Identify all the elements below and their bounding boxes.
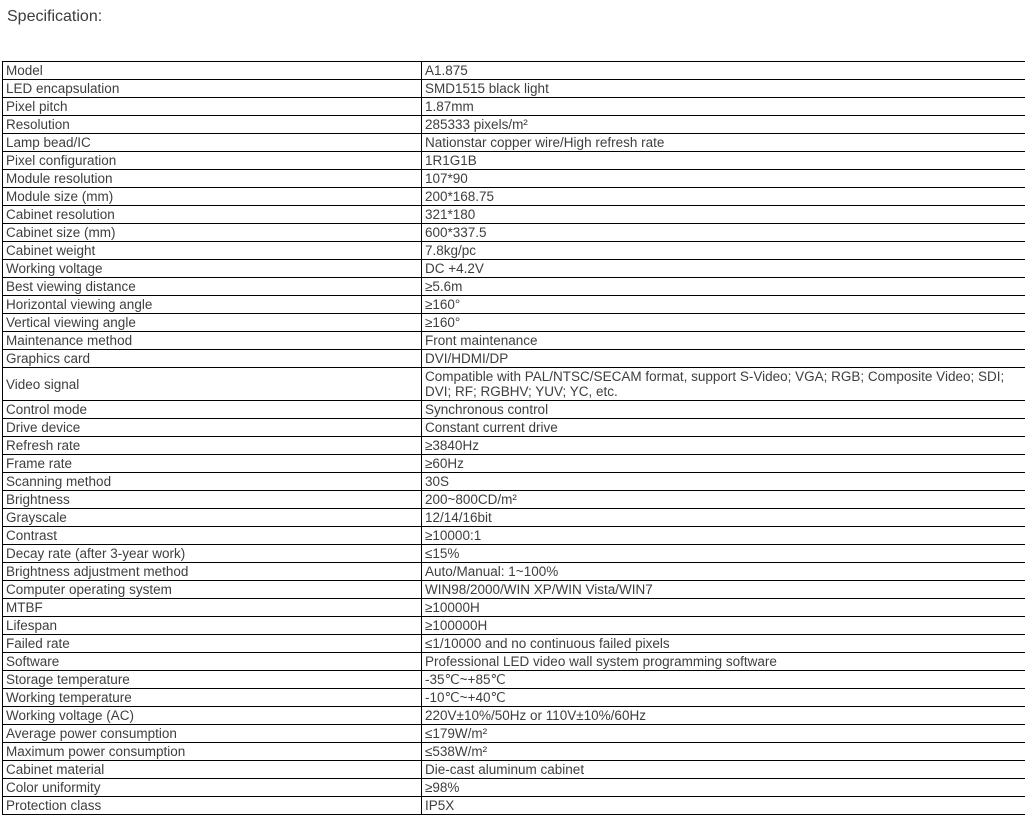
spec-label: Brightness bbox=[3, 491, 422, 509]
spec-label: Cabinet weight bbox=[3, 242, 422, 260]
spec-label: LED encapsulation bbox=[3, 80, 422, 98]
table-row bbox=[3, 545, 1025, 563]
spec-value: 7.8kg/pc bbox=[422, 242, 1025, 260]
spec-label: Model bbox=[3, 62, 422, 80]
spec-label: Resolution bbox=[3, 116, 422, 134]
spec-label: Contrast bbox=[3, 527, 422, 545]
spec-label: Working voltage bbox=[3, 260, 422, 278]
spec-label: Working temperature bbox=[3, 689, 422, 707]
spec-value: ≥60Hz bbox=[422, 455, 1025, 473]
spec-label: Pixel configuration bbox=[3, 152, 422, 170]
spec-label: Computer operating system bbox=[3, 581, 422, 599]
table-row bbox=[3, 188, 1025, 206]
spec-label: Color uniformity bbox=[3, 779, 422, 797]
table-row bbox=[3, 152, 1025, 170]
spec-label: Cabinet size (mm) bbox=[3, 224, 422, 242]
spec-value: WIN98/2000/WIN XP/WIN Vista/WIN7 bbox=[422, 581, 1025, 599]
table-row bbox=[3, 332, 1025, 350]
spec-label: Brightness adjustment method bbox=[3, 563, 422, 581]
table-row bbox=[3, 437, 1025, 455]
spec-label: Protection class bbox=[3, 797, 422, 815]
spec-label: Lifespan bbox=[3, 617, 422, 635]
spec-value: 600*337.5 bbox=[422, 224, 1025, 242]
spec-value: Front maintenance bbox=[422, 332, 1025, 350]
specification-table-body bbox=[3, 62, 1025, 815]
table-row bbox=[3, 170, 1025, 188]
spec-value: 285333 pixels/m² bbox=[422, 116, 1025, 134]
table-row bbox=[3, 242, 1025, 260]
specification-table bbox=[2, 61, 1025, 815]
table-row bbox=[3, 617, 1025, 635]
spec-value: IP5X bbox=[422, 797, 1025, 815]
spec-value: Die-cast aluminum cabinet bbox=[422, 761, 1025, 779]
spec-value: ≤15% bbox=[422, 545, 1025, 563]
spec-label: MTBF bbox=[3, 599, 422, 617]
table-row bbox=[3, 134, 1025, 152]
table-row bbox=[3, 98, 1025, 116]
spec-value: -10℃~+40℃ bbox=[422, 689, 1025, 707]
spec-label: Best viewing distance bbox=[3, 278, 422, 296]
spec-label: Scanning method bbox=[3, 473, 422, 491]
spec-label: Grayscale bbox=[3, 509, 422, 527]
table-row bbox=[3, 62, 1025, 80]
spec-value: Synchronous control bbox=[422, 401, 1025, 419]
table-row bbox=[3, 368, 1025, 401]
table-row bbox=[3, 260, 1025, 278]
table-row bbox=[3, 278, 1025, 296]
table-row bbox=[3, 509, 1025, 527]
table-row bbox=[3, 296, 1025, 314]
table-row bbox=[3, 779, 1025, 797]
spec-value: Compatible with PAL/NTSC/SECAM format, support S-Video; VGA; RGB; Composite Video; SDI; DVI; RF; RGBHV; YUV; YC, etc. bbox=[422, 368, 1025, 401]
spec-value: ≥100000H bbox=[422, 617, 1025, 635]
spec-value: ≥10000H bbox=[422, 599, 1025, 617]
table-row bbox=[3, 689, 1025, 707]
spec-label: Pixel pitch bbox=[3, 98, 422, 116]
table-row bbox=[3, 350, 1025, 368]
table-row bbox=[3, 80, 1025, 98]
spec-value: 12/14/16bit bbox=[422, 509, 1025, 527]
spec-label: Maximum power consumption bbox=[3, 743, 422, 761]
spec-label: Decay rate (after 3-year work) bbox=[3, 545, 422, 563]
spec-value: 220V±10%/50Hz or 110V±10%/60Hz bbox=[422, 707, 1025, 725]
table-row bbox=[3, 206, 1025, 224]
spec-value: A1.875 bbox=[422, 62, 1025, 80]
spec-value: ≤179W/m² bbox=[422, 725, 1025, 743]
table-row bbox=[3, 581, 1025, 599]
spec-label: Module resolution bbox=[3, 170, 422, 188]
table-row bbox=[3, 599, 1025, 617]
table-row bbox=[3, 116, 1025, 134]
table-row bbox=[3, 401, 1025, 419]
spec-value: 200*168.75 bbox=[422, 188, 1025, 206]
spec-label: Lamp bead/IC bbox=[3, 134, 422, 152]
spec-value: 30S bbox=[422, 473, 1025, 491]
spec-label: Maintenance method bbox=[3, 332, 422, 350]
table-row bbox=[3, 761, 1025, 779]
spec-value: 107*90 bbox=[422, 170, 1025, 188]
spec-value: ≥10000:1 bbox=[422, 527, 1025, 545]
spec-value: 1R1G1B bbox=[422, 152, 1025, 170]
table-row bbox=[3, 473, 1025, 491]
table-row bbox=[3, 224, 1025, 242]
spec-value: Nationstar copper wire/High refresh rate bbox=[422, 134, 1025, 152]
table-row bbox=[3, 725, 1025, 743]
spec-label: Cabinet resolution bbox=[3, 206, 422, 224]
table-row bbox=[3, 527, 1025, 545]
spec-value: DC +4.2V bbox=[422, 260, 1025, 278]
spec-label: Vertical viewing angle bbox=[3, 314, 422, 332]
spec-label: Storage temperature bbox=[3, 671, 422, 689]
page-title: Specification: bbox=[7, 8, 103, 25]
spec-value: Auto/Manual: 1~100% bbox=[422, 563, 1025, 581]
table-row bbox=[3, 314, 1025, 332]
spec-value: ≤538W/m² bbox=[422, 743, 1025, 761]
spec-label: Refresh rate bbox=[3, 437, 422, 455]
spec-label: Working voltage (AC) bbox=[3, 707, 422, 725]
spec-label: Graphics card bbox=[3, 350, 422, 368]
table-row bbox=[3, 491, 1025, 509]
table-row bbox=[3, 635, 1025, 653]
spec-label: Control mode bbox=[3, 401, 422, 419]
spec-label: Software bbox=[3, 653, 422, 671]
table-row bbox=[3, 743, 1025, 761]
spec-label: Module size (mm) bbox=[3, 188, 422, 206]
table-row bbox=[3, 455, 1025, 473]
table-row bbox=[3, 419, 1025, 437]
table-row bbox=[3, 707, 1025, 725]
spec-value: ≥5.6m bbox=[422, 278, 1025, 296]
spec-value: ≥160° bbox=[422, 314, 1025, 332]
spec-label: Cabinet material bbox=[3, 761, 422, 779]
spec-label: Average power consumption bbox=[3, 725, 422, 743]
spec-label: Drive device bbox=[3, 419, 422, 437]
spec-value: Constant current drive bbox=[422, 419, 1025, 437]
spec-value: DVI/HDMI/DP bbox=[422, 350, 1025, 368]
table-row bbox=[3, 671, 1025, 689]
spec-label: Frame rate bbox=[3, 455, 422, 473]
spec-value: 1.87mm bbox=[422, 98, 1025, 116]
spec-label: Video signal bbox=[3, 368, 422, 401]
spec-value: 321*180 bbox=[422, 206, 1025, 224]
spec-value: 200~800CD/m² bbox=[422, 491, 1025, 509]
spec-value: ≥160° bbox=[422, 296, 1025, 314]
spec-value: ≤1/10000 and no continuous failed pixels bbox=[422, 635, 1025, 653]
spec-label: Failed rate bbox=[3, 635, 422, 653]
spec-value: SMD1515 black light bbox=[422, 80, 1025, 98]
spec-value: -35℃~+85℃ bbox=[422, 671, 1025, 689]
spec-label: Horizontal viewing angle bbox=[3, 296, 422, 314]
spec-value: Professional LED video wall system programming software bbox=[422, 653, 1025, 671]
table-row bbox=[3, 653, 1025, 671]
spec-value: ≥98% bbox=[422, 779, 1025, 797]
spec-value: ≥3840Hz bbox=[422, 437, 1025, 455]
table-row bbox=[3, 797, 1025, 815]
table-row bbox=[3, 563, 1025, 581]
